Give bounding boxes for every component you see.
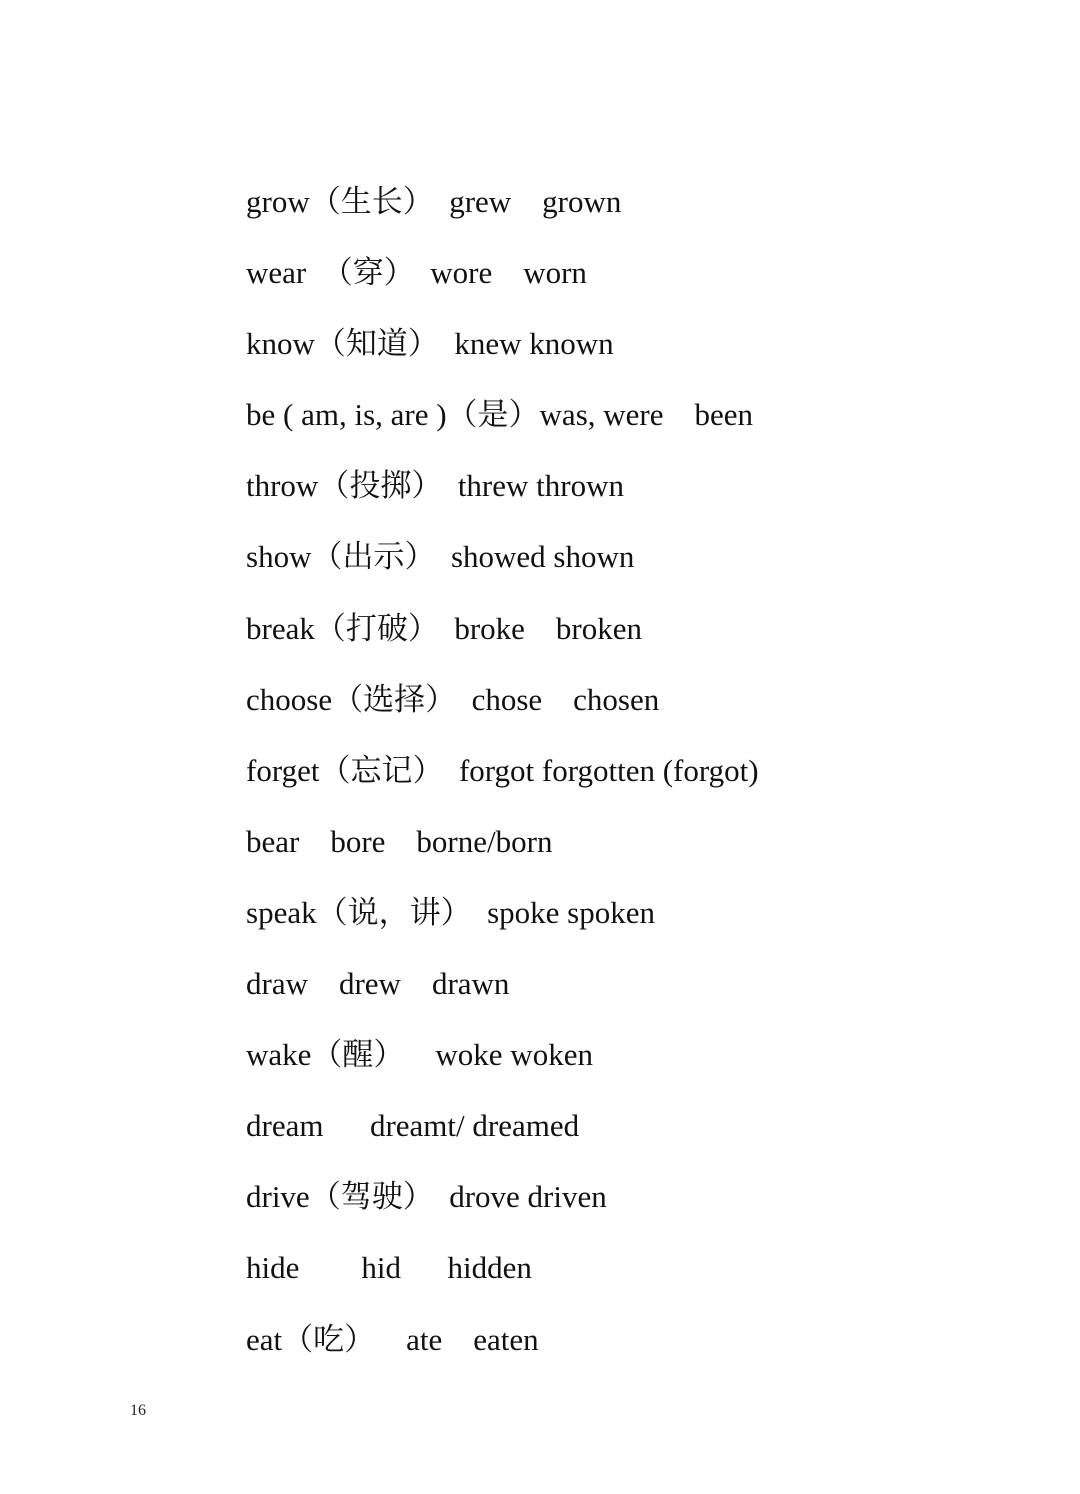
verb-line: be ( am, is, are )（是）was, were been <box>246 397 754 433</box>
verb-line: break（打破） broke broken <box>246 610 643 646</box>
verb-line: wake（醒） woke woken <box>246 1037 593 1073</box>
verb-line: show（出示） showed shown <box>246 539 635 575</box>
verb-line: drive（驾驶） drove driven <box>246 1179 607 1215</box>
verb-line: draw drew drawn <box>246 966 510 1002</box>
verb-line: know（知道） knew known <box>246 326 614 362</box>
verb-line: hide hid hidden <box>246 1250 532 1286</box>
verb-line: forget（忘记） forgot forgotten (forgot) <box>246 752 759 788</box>
page-number: 16 <box>130 1402 146 1419</box>
verb-line: dream dreamt/ dreamed <box>246 1108 580 1144</box>
verb-line: throw（投掷） threw thrown <box>246 468 624 504</box>
verb-line: eat（吃） ate eaten <box>246 1321 539 1357</box>
verb-line: bear bore borne/born <box>246 823 553 859</box>
verb-line: wear （穿） wore worn <box>246 255 587 291</box>
verb-line: speak（说，讲） spoke spoken <box>246 894 655 930</box>
verb-line: grow（生长） grew grown <box>246 184 622 219</box>
verb-line: choose（选择） chose chosen <box>246 681 660 717</box>
irregular-verb-list <box>246 180 759 1389</box>
